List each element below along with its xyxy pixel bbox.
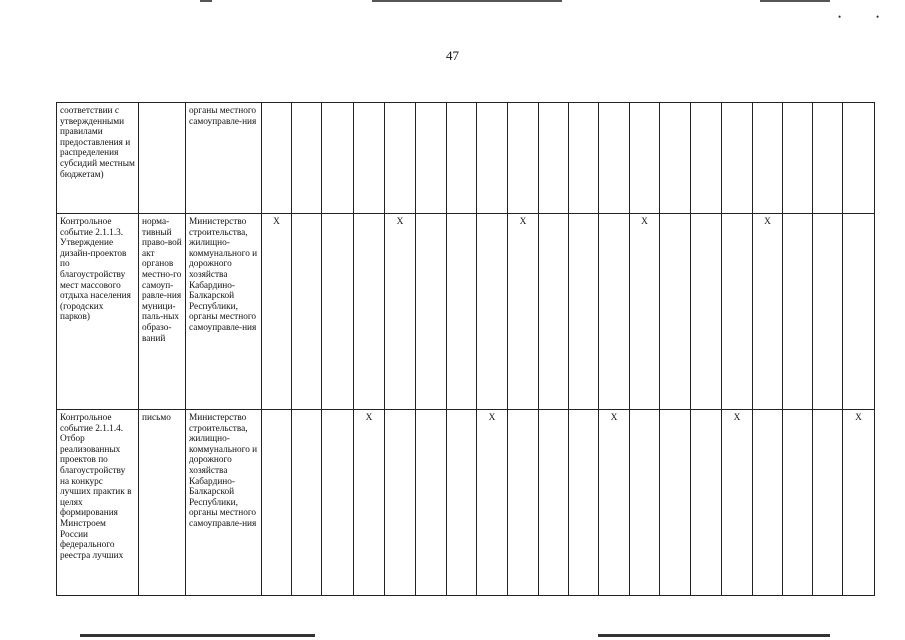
period-cell [722,103,753,214]
document-cell: норма-тивный право-вой акт органов местно-го самоуп-равле-ния муници-паль-ных образо-ваний [139,214,186,410]
document-cell [139,103,186,214]
scan-mark: • [838,12,842,22]
period-cell [660,103,691,214]
period-mark: X [354,410,385,596]
period-cell [843,103,875,214]
page-number: 47 [446,48,459,63]
scan-edge-top-left [200,0,212,2]
period-cell [783,103,813,214]
period-cell [539,103,569,214]
table-row [57,103,875,214]
executor-cell: Министерство строительства, жилищно-коммунального и дорожного хозяйства Кабардино-Балкарской Республики, органы местного самоуправле-ния [186,214,262,410]
period-cell [753,410,783,596]
period-cell [292,103,322,214]
schedule-table [56,102,875,596]
table-row [57,410,875,596]
period-cell [539,214,569,410]
period-cell [569,410,599,596]
period-cell [630,103,660,214]
period-mark: X [753,214,783,410]
period-cell [354,103,385,214]
period-cell [292,410,322,596]
period-cell [447,410,477,596]
period-mark: X [477,410,508,596]
period-cell [660,410,691,596]
period-cell [630,410,660,596]
scan-edge-top-mid [372,0,562,2]
period-cell [813,410,843,596]
period-cell [722,214,753,410]
period-cell [262,410,292,596]
scan-edge-bottom-right [598,634,830,637]
period-cell [262,103,292,214]
period-cell [508,103,539,214]
scan-edge-bottom-left [80,634,315,637]
period-cell [292,214,322,410]
period-cell [447,214,477,410]
period-mark: X [262,214,292,410]
period-cell [322,410,354,596]
period-cell [843,214,875,410]
document-cell: письмо [139,410,186,596]
scan-edge-top-right [760,0,830,2]
event-cell: Контрольное событие 2.1.1.4. Отбор реализованных проектов по благоустройству на конкурс лучших практик в целях формирования Минстроем России федерального реестра лучших [57,410,139,596]
period-mark: X [508,214,539,410]
event-cell: Контрольное событие 2.1.1.3. Утверждение дизайн-проектов по благоустройству мест массового отдыха населения (городских парков) [57,214,139,410]
period-cell [691,410,722,596]
period-cell [322,214,354,410]
period-cell [539,410,569,596]
period-cell [691,103,722,214]
period-cell [477,214,508,410]
period-cell [385,103,416,214]
period-cell [322,103,354,214]
period-mark: X [630,214,660,410]
period-cell [783,214,813,410]
executor-cell: органы местного самоуправле-ния [186,103,262,214]
period-cell [447,103,477,214]
period-cell [660,214,691,410]
period-mark: X [843,410,875,596]
executor-cell: Министерство строительства, жилищно-коммунального и дорожного хозяйства Кабардино-Балкарской Республики, органы местного самоуправле-ния [186,410,262,596]
period-cell [354,214,385,410]
period-mark: X [722,410,753,596]
period-cell [783,410,813,596]
period-cell [569,214,599,410]
period-cell [599,103,630,214]
period-cell [385,410,416,596]
period-cell [813,214,843,410]
scan-mark: • [876,12,880,22]
period-cell [691,214,722,410]
period-mark: X [385,214,416,410]
period-cell [569,103,599,214]
period-cell [813,103,843,214]
period-cell [477,103,508,214]
period-cell [416,410,447,596]
period-cell [508,410,539,596]
period-cell [599,214,630,410]
period-cell [753,103,783,214]
period-cell [416,214,447,410]
period-mark: X [599,410,630,596]
period-cell [416,103,447,214]
event-cell: соответствии с утвержденными правилами предоставления и распределения субсидий местным бюджетам) [57,103,139,214]
table-row [57,214,875,410]
